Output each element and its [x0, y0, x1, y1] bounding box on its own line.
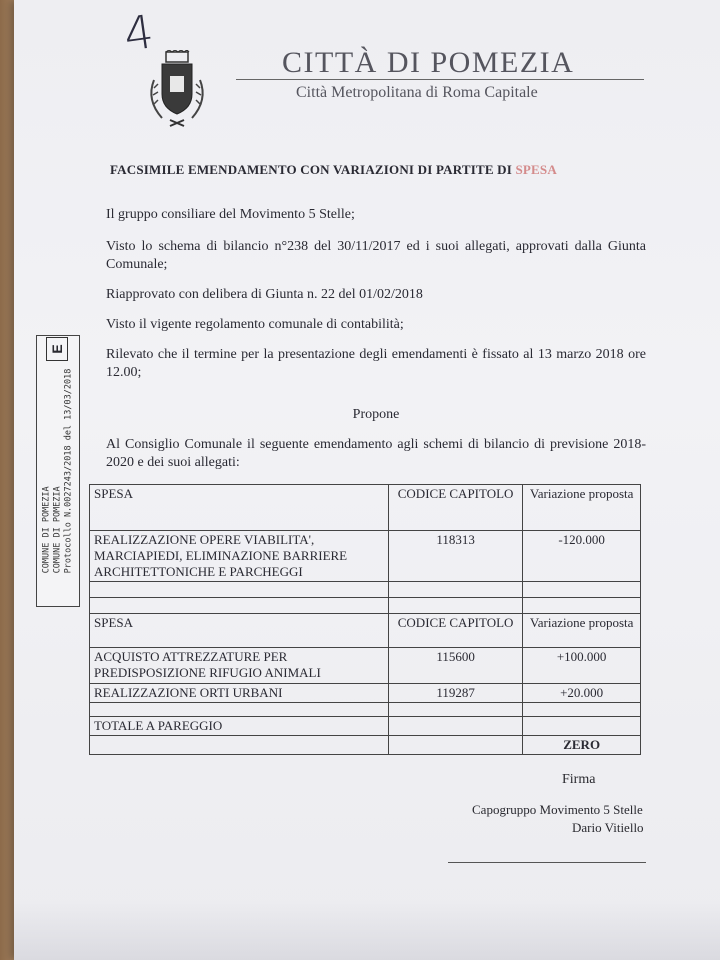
paragraph-consiglio: Al Consiglio Comunale il seguente emendamento agli schemi di bilancio di previsione 2018-2020 e dei suoi allegati:: [106, 437, 646, 470]
row-value: +20.000: [523, 684, 641, 703]
row-code: 119287: [388, 684, 522, 703]
paragraph-group: Il gruppo consiliare del Movimento 5 Stelle;: [106, 207, 355, 222]
total-value-row: [90, 736, 641, 755]
document-page: [14, 0, 720, 960]
signer-name: Dario Vitiello: [572, 820, 644, 835]
empty-row: [90, 703, 641, 717]
paragraph-regolamento: Visto il vigente regolamento comunale di contabilità;: [106, 317, 404, 332]
stamp-line-1: COMUNE DI POMEZIA: [41, 486, 52, 574]
header-variazione: Variazione proposta: [523, 614, 641, 648]
handwritten-page-number: 4: [120, 4, 157, 62]
city-name-title: CITTÀ DI POMEZIA: [282, 46, 575, 79]
signer-role: Capogruppo Movimento 5 Stelle: [472, 802, 643, 817]
empty-row: [90, 598, 641, 614]
page-shadow: [14, 900, 720, 960]
stamp-text: [42, 369, 75, 574]
protocol-stamp: [36, 335, 80, 607]
table-row: [90, 648, 641, 684]
heading-faded-word: SPESA: [515, 162, 557, 177]
city-crest-icon: [144, 50, 210, 128]
total-value: ZERO: [523, 736, 641, 755]
table-row: [90, 684, 641, 703]
document-heading: [110, 162, 557, 178]
table-header-row: [90, 485, 641, 531]
header-codice-capitolo: CODICE CAPITOLO: [388, 614, 522, 648]
signature-line: [448, 862, 646, 863]
row-description: REALIZZAZIONE OPERE VIABILITA', MARCIAPIEDI, ELIMINAZIONE BARRIERE ARCHITETTONICHE E PARCHEGGI: [90, 531, 389, 582]
empty-row: [90, 582, 641, 598]
paragraph-schema: Visto lo schema di bilancio n°238 del 30/11/2017 ed i suoi allegati, approvati dalla Giunta Comunale;: [106, 239, 646, 272]
total-row: [90, 717, 641, 736]
total-label: TOTALE A PAREGGIO: [90, 717, 389, 736]
row-code: 115600: [388, 648, 522, 684]
city-subtitle: Città Metropolitana di Roma Capitale: [296, 84, 538, 101]
stamp-letter: E: [46, 337, 68, 361]
heading-main: FACSIMILE EMENDAMENTO CON VARIAZIONI DI PARTITE DI: [110, 162, 516, 177]
row-value: +100.000: [523, 648, 641, 684]
stamp-line-2: COMUNE DI POMEZIA: [52, 486, 63, 574]
row-description: REALIZZAZIONE ORTI URBANI: [90, 684, 389, 703]
header-divider: [236, 79, 644, 80]
firma-label: Firma: [562, 772, 596, 787]
header-spesa: SPESA: [90, 614, 389, 648]
row-code: 118313: [388, 531, 522, 582]
propone-heading: Propone: [352, 407, 400, 422]
header-codice-capitolo: CODICE CAPITOLO: [388, 485, 522, 531]
row-value: -120.000: [523, 531, 641, 582]
stamp-line-3: Protocollo N.0027243/2018 del 13/03/2018: [63, 368, 74, 574]
amendment-table: [89, 484, 641, 755]
table-header-row: [90, 614, 641, 648]
paragraph-rilevato: Rilevato che il termine per la presentazione degli emendamenti è fissato al 13 marzo 2018 ore 12.00;: [106, 347, 646, 380]
paragraph-riapprovato: Riapprovato con delibera di Giunta n. 22 del 01/02/2018: [106, 287, 423, 302]
table-row: [90, 531, 641, 582]
header-variazione: Variazione proposta: [523, 485, 641, 531]
header-spesa: SPESA: [90, 485, 389, 531]
row-description: ACQUISTO ATTREZZATURE PER PREDISPOSIZIONE RIFUGIO ANIMALI: [90, 648, 389, 684]
